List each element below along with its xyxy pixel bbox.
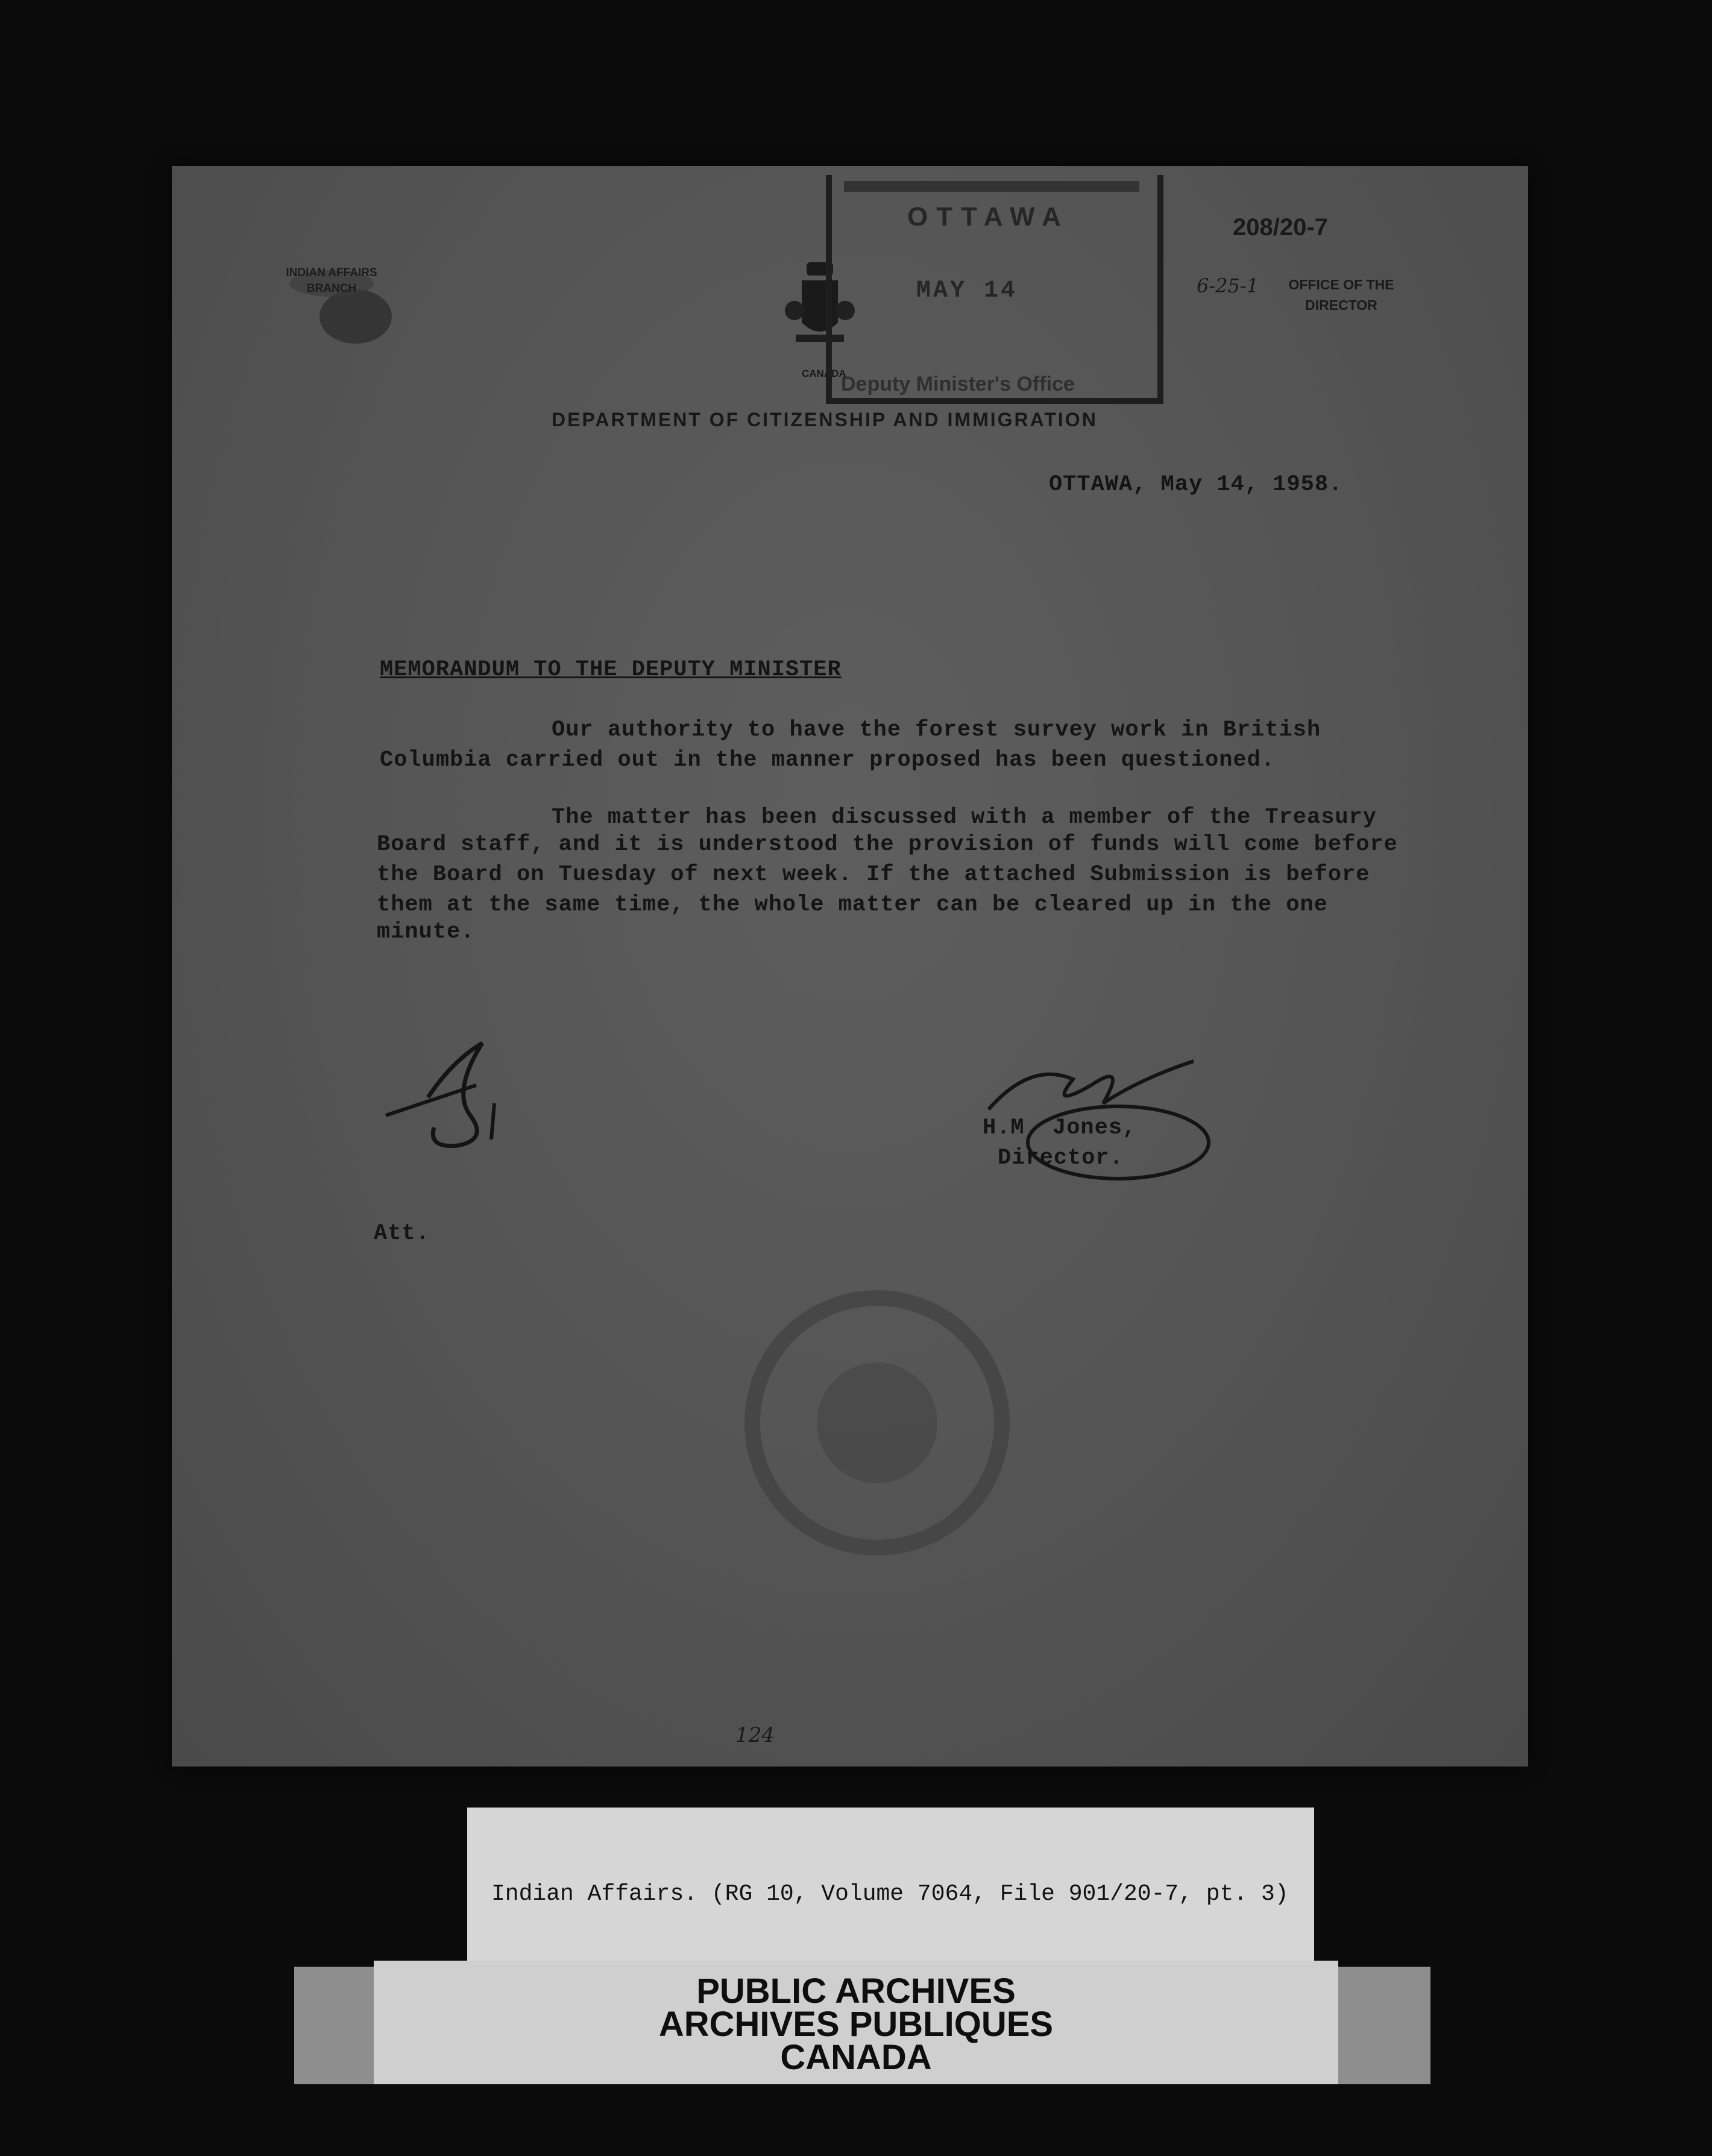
initials-signature — [374, 1025, 530, 1164]
body-p1-line1: Our authority to have the forest survey work in British — [552, 717, 1321, 743]
archives-line-3: CANADA — [780, 2038, 932, 2077]
body-p2-line3: the Board on Tuesday of next week. If the attached Submission is before — [377, 862, 1370, 887]
archive-reference: Indian Affairs. (RG 10, Volume 7064, File 901/20-7, pt. 3) — [491, 1881, 1289, 1907]
department-name: DEPARTMENT OF CITIZENSHIP AND IMMIGRATION — [552, 409, 1098, 430]
signatory-name: H.M. Jones, — [983, 1115, 1137, 1141]
body-p2-line2: Board staff, and it is understood the provision of funds will come before — [377, 832, 1398, 857]
signatory-title: Director. — [998, 1146, 1124, 1171]
received-stamp-date: MAY 14 — [916, 277, 1018, 304]
body-p1-line2: Columbia carried out in the manner proposed has been questioned. — [380, 748, 1276, 773]
office-of-director: OFFICE OF THE DIRECTOR — [1288, 277, 1394, 313]
file-number: 208/20-7 — [1233, 214, 1328, 241]
place-date: OTTAWA, May 14, 1958. — [1049, 472, 1343, 497]
archives-line-1: PUBLIC ARCHIVES — [696, 1972, 1016, 2011]
page-number: 124 — [735, 1723, 775, 1747]
branch-stamp — [265, 259, 416, 344]
received-stamp-header-line — [844, 181, 1139, 192]
received-stamp-city: OTTAWA — [907, 202, 1069, 232]
handwritten-ref: 6-25-1 — [1197, 274, 1259, 297]
received-stamp-office: Deputy Minister's Office — [841, 373, 1075, 396]
branch-stamp-text: INDIAN AFFAIRS BRANCH — [286, 266, 377, 295]
body-p2-line4: them at the same time, the whole matter can be cleared up in the one — [377, 892, 1328, 918]
body-p2-line1: The matter has been discussed with a member of the Treasury — [552, 805, 1377, 830]
archives-line-2: ARCHIVES PUBLIQUES — [658, 2005, 1054, 2044]
crest-caption: CANADA — [802, 368, 846, 379]
attachment-note: Att. — [374, 1221, 430, 1246]
body-p2-line5: minute. — [377, 919, 475, 945]
round-stamp-inner — [817, 1363, 937, 1483]
memo-heading: MEMORANDUM TO THE DEPUTY MINISTER — [380, 657, 842, 682]
